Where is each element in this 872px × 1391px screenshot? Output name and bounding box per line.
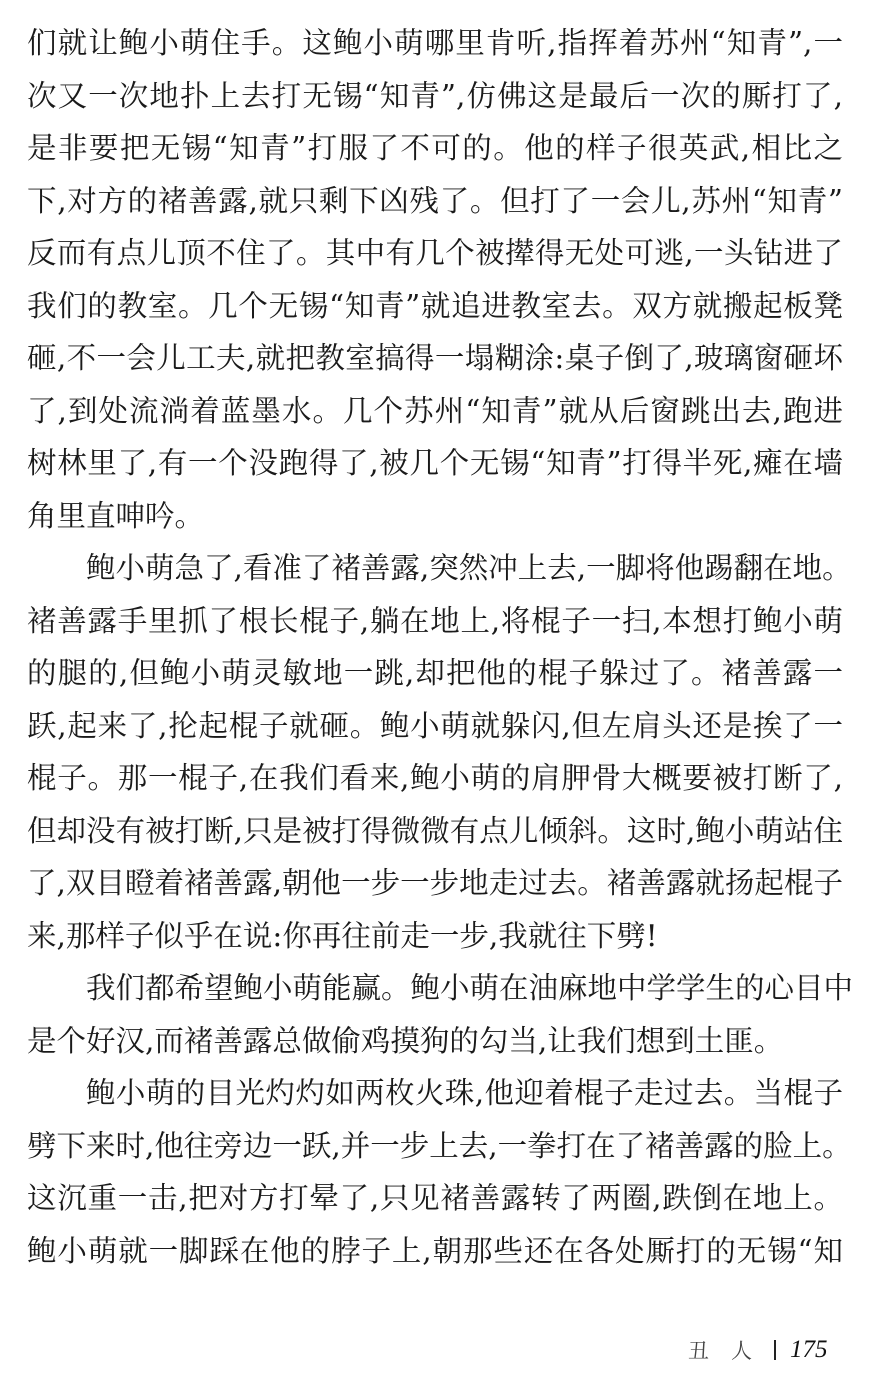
- running-chapter-title: 丑人: [688, 1339, 774, 1363]
- text-line: 鲍小萌就一脚踩在他的脖子上,朝那些还在各处厮打的无锡“知: [27, 1233, 843, 1268]
- text-line: 我们的教室。几个无锡“知青”就追进教室去。双方就搬起板凳: [27, 288, 843, 323]
- text-line: 我们都希望鲍小萌能赢。鲍小萌在油麻地中学学生的心目中: [86, 971, 854, 1005]
- text-line: 来,那样子似乎在说:你再往前走一步,我就往下劈!: [27, 918, 658, 953]
- page-body-text: [27, 17, 854, 1277]
- page-number: 175: [790, 1336, 828, 1363]
- text-line: 但却没有被打断,只是被打得微微有点儿倾斜。这时,鲍小萌站住: [27, 813, 843, 848]
- text-line: 反而有点儿顶不住了。其中有几个被撵得无处可逃,一头钻进了: [27, 236, 843, 270]
- text-line: 鲍小萌急了,看准了褚善露,突然冲上去,一脚将他踢翻在地。: [86, 551, 852, 585]
- text-line: 是个好汉,而褚善露总做偷鸡摸狗的勾当,让我们想到土匪。: [27, 1023, 784, 1058]
- text-line: 棍子。那一棍子,在我们看来,鲍小萌的肩胛骨大概要被打断了,: [27, 761, 843, 795]
- text-line: 们就让鲍小萌住手。这鲍小萌哪里肯听,指挥着苏州“知青”,一: [27, 26, 843, 60]
- text-line: 树林里了,有一个没跑得了,被几个无锡“知青”打得半死,瘫在墙: [27, 446, 843, 480]
- text-line: 褚善露手里抓了根长棍子,躺在地上,将棍子一扫,本想打鲍小萌: [27, 603, 843, 638]
- text-line: 下,对方的褚善露,就只剩下凶残了。但打了一会儿,苏州“知青”: [27, 183, 843, 218]
- text-line: 鲍小萌的目光灼灼如两枚火珠,他迎着棍子走过去。当棍子: [86, 1076, 843, 1110]
- page-footer: [688, 1330, 828, 1370]
- text-line: 砸,不一会儿工夫,就把教室搞得一塌糊涂:桌子倒了,玻璃窗砸坏: [27, 341, 843, 375]
- footer-separator-bar: [774, 1340, 776, 1360]
- text-line: 是非要把无锡“知青”打服了不可的。他的样子很英武,相比之: [27, 131, 843, 165]
- text-line: 的腿的,但鲍小萌灵敏地一跳,却把他的棍子躲过了。褚善露一: [27, 656, 843, 690]
- text-line: 了,到处流淌着蓝墨水。几个苏州“知青”就从后窗跳出去,跑进: [27, 393, 843, 428]
- text-line: 跃,起来了,抡起棍子就砸。鲍小萌就躲闪,但左肩头还是挨了一: [27, 708, 843, 743]
- text-line: 劈下来时,他往旁边一跃,并一步上去,一拳打在了褚善露的脸上。: [27, 1128, 852, 1163]
- text-line: 这沉重一击,把对方打晕了,只见褚善露转了两圈,跌倒在地上。: [27, 1181, 843, 1215]
- text-line: 角里直呻吟。: [27, 498, 205, 533]
- text-line: 了,双目瞪着褚善露,朝他一步一步地走过去。褚善露就扬起棍子: [27, 866, 843, 900]
- text-line: 次又一次地扑上去打无锡“知青”,仿佛这是最后一次的厮打了,: [27, 78, 843, 113]
